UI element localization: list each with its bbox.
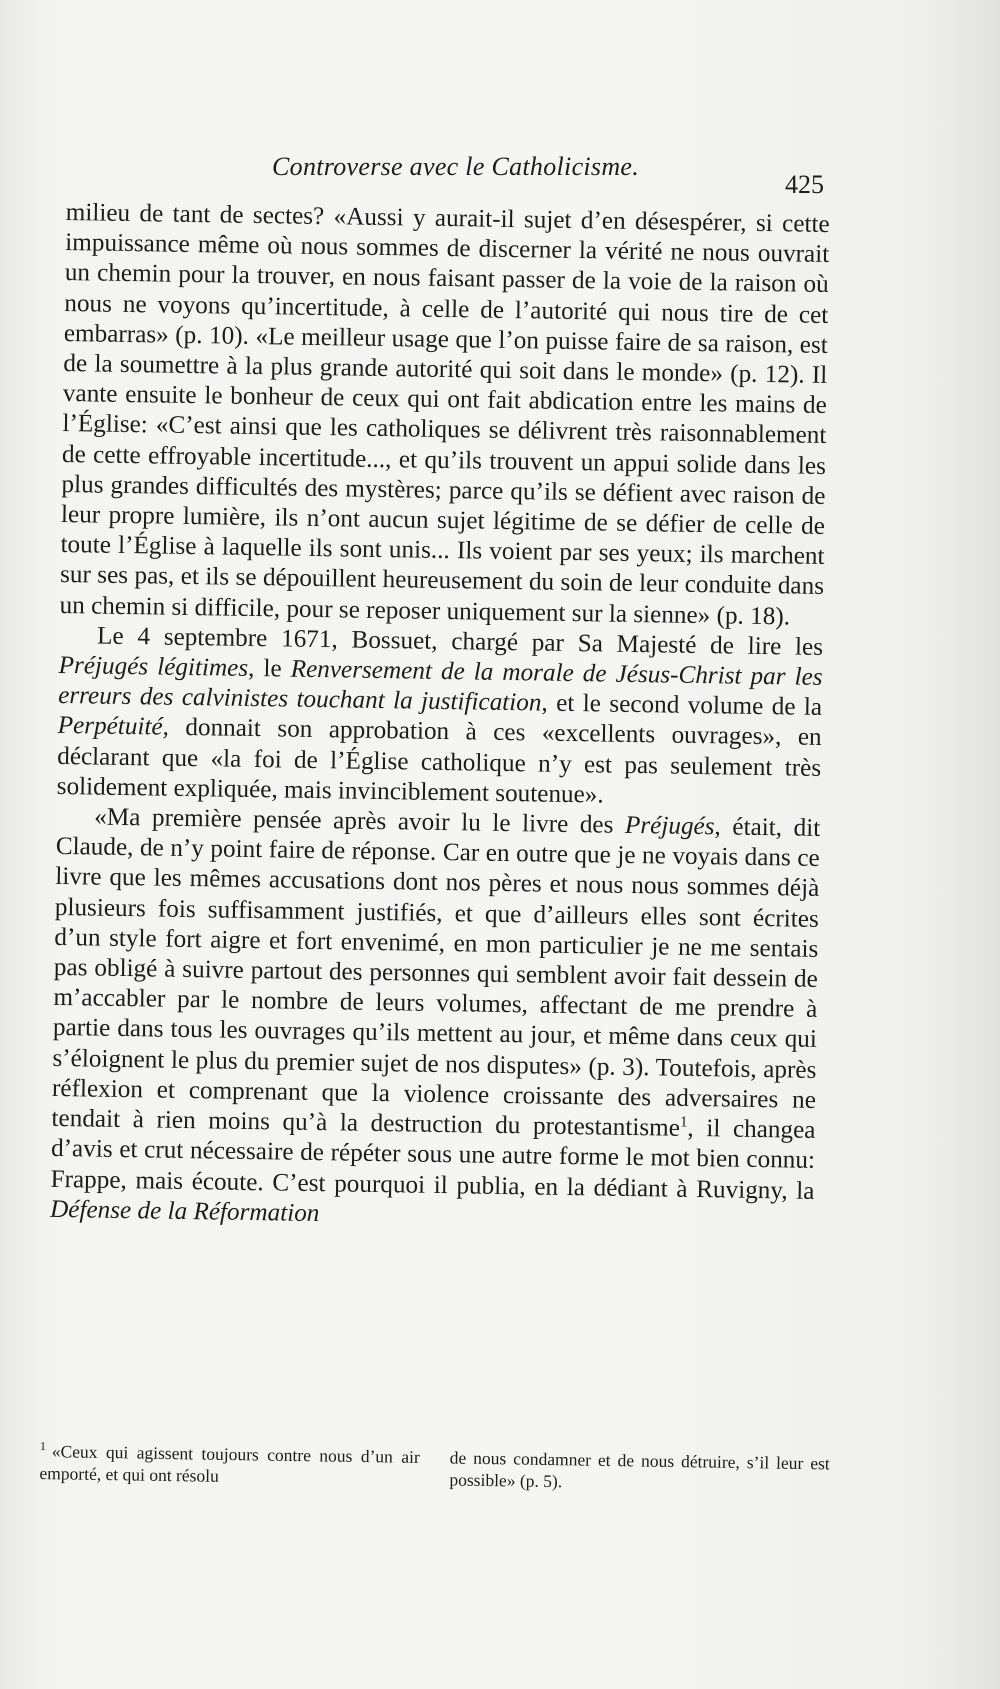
footnote-left-text: «Ceux qui agissent toujours contre nous d’un air emporté, et qui ont résolu [39,1441,420,1486]
body-text [50,198,830,1237]
title-renversement: Renversement de la morale de Jésus-Christ par les erreurs des calvinistes touchant la justification [57,655,823,717]
footnote [39,1440,830,1496]
paragraph-2 [57,621,824,814]
paragraph-3-text-b: , était, dit Claude, de n’y point faire de réponse. Car en outre que je ne voyais dans ce livre que les mêmes accusations dont nos pères et nous nous sommes déjà plusieurs fois suffisamment justifiés, et que d’ailleurs elles sont écrites d’un style fort aigre et fort envenimé, en mon particulier je ne me sentais pas obligé à suivre partout des personnes qui semblent avoir fait dessein de m’accabler par le nombre de leurs volumes, affectant de me prendre à partie dans tous les ouvrages qu’ils mettent au jour, et même dans ceux qui s’éloignent le plus du premier sujet de nos disputes» (p. 3). Toutefois, après réflexion et comprenant que la violence croissante des adversaires ne tendait à rien moins qu’à la destruction du protestantisme [51,813,821,1142]
paragraph-2-text-b: , le [247,654,291,683]
footnote-marker: 1 [679,1114,688,1131]
paragraph-2-text-c: , et le second volume de la [541,689,823,722]
paragraph-3 [50,802,821,1237]
paragraph-2-text-a: Le 4 septembre 1671, Bossuet, chargé par Sa Majesté de lire les [96,622,824,661]
paragraph-1 [59,198,830,633]
footnote-left-column [39,1440,420,1490]
title-prejuges-legitimes: Préjugés légitimes [58,651,249,682]
paragraph-1-text: milieu de tant de sectes? «Aussi y aurait-il sujet d’en désespérer, si cette impuissance même où nous sommes de discerner la vérité ne nous ouvrait un chemin pour la trouver, en nous faisant passer de la voie de la raison où nous ne voyons qu’incertitude, à celle de l’autorité qui nous tire de cet embarras» (p. 10). «Le meilleur usage que l’on puisse faire de sa raison, est de la soumettre à la plus grande autorité qui soit dans le monde» (p. 12). Il vante ensuite le bonheur de ceux qui ont fait abdication entre les mains de l’Église: «C’est ainsi que les catholiques se délivrent très raisonnablement de cette effroyable incertitude..., et qu’ils trouvent un appui solide dans les plus grandes difficultés des mystères; parce qu’ils se défient avec raison de leur propre lumière, ils n’ont aucun sujet légitime de se défier de celle de toute l’Église à laquelle ils sont unis... Ils voient par ses yeux; ils marchent sur ses pas, et ils se dépouillent heureusement du soin de leur conduite dans un chemin si difficile, pour se reposer uniquement sur la sienne» (p. 18). [59,198,830,631]
running-title: Controverse avec le Catholicisme. [272,152,640,181]
title-prejuges: Préjugés [624,811,715,841]
title-defense-reformation: Défense de la Réformation [49,1195,320,1227]
paragraph-2-text-d: donnait son approbation à ces «excellents ouvrages», en déclarant que «la foi de l’Église catholique n’y est pas seulement très solidement expliquée, mais invinciblement soutenue». [56,714,822,809]
footnote-right-text: de nous condamner et de nous détruire, s’il leur est possible» (p. 5). [449,1447,830,1492]
title-perpetuite: Perpétuité, [57,712,170,742]
footnote-number: 1 [39,1439,47,1454]
paragraph-3-text-c: , il changea d’avis et crut nécessaire de répéter sous une autre forme le mot bien connu: Frappe, mais écoute. C’est pourquoi il publia, en la dédiant à Ruvigny, la [50,1114,816,1205]
footnote-right-column [449,1446,830,1496]
page-number: 425 [785,170,824,199]
paragraph-3-text-a: «Ma première pensée après avoir lu le livre des [94,803,626,839]
